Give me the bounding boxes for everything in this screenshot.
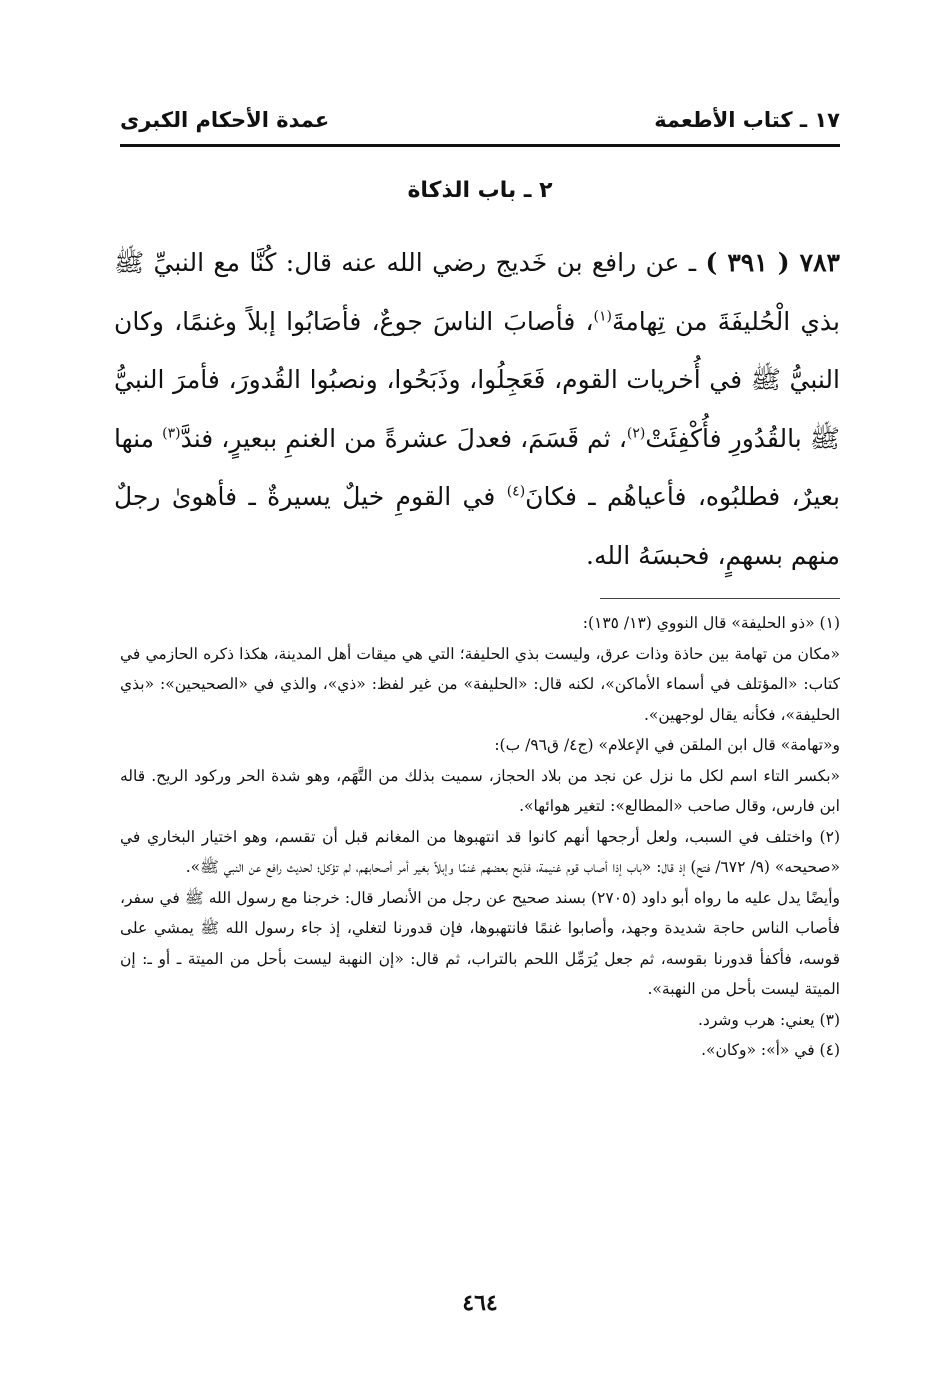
footnote-ref: (١) (593, 308, 612, 325)
footnote-paragraph: (٤) في «أ»: «وكان». (701, 1041, 840, 1059)
footnote-paragraph: (٢) واختلف في السبب، ولعل أرجحها أنهم كانوا قد انتهبوها من المغانم قبل أن تقسم، وهو اختيار البخاري في «صحيحه» (٩/ ٦٧٢/ فتح) إذ قال: «باب إذا أصاب قوم غنيمة، فذبح بعضهم غنمًا وإبلاً بغير أمر أصحابهم، لم تؤكل؛ لحديث رافع عن النبي ﷺ». (120, 827, 840, 876)
hadith-segment: ، ثم قَسَمَ، فعدلَ عشرةً من الغنمِ ببعيرٍ، فندَّ (180, 423, 627, 453)
footnote-paragraph: «بكسر التاء اسم لكل ما نزل عن نجد من بلاد الحجاز، سميت بذلك من التَّهَم، وهو شدة الحر وركود الريح. قاله ابن فارس، وقال صاحب «المطالع»: لتغير هوائها». (120, 766, 840, 815)
section-title: ٢ ـ باب الذكاة (407, 178, 553, 203)
footnote-separator (600, 598, 840, 599)
footnote-paragraph: وأيضًا يدل عليه ما رواه أبو داود (٢٧٠٥) بسند صحيح عن رجل من الأنصار قال: خرجنا مع رسول الله ﷺ في سفر، فأصاب الناس حاجة شديدة وجهد، وأصابوا غنمًا فانتهبوها، فإن قدورنا لتغلي، إذ جاء رسول الله ﷺ يمشي على قوسه، فأكفأ قدورنا بقوسه، ثم جعل يُرَمِّل اللحم بالتراب، ثم قال: «إن النهبة ليست بأحل من الميتة ـ أو ـ: إن الميتة ليست بأحل من النهبة». (120, 888, 840, 998)
footnote-paragraph: (١) «ذو الحليفة» قال النووي (١٣/ ١٣٥): (582, 614, 840, 632)
footnote-paragraph: «مكان من تهامة بين حاذة وذات عرق، وليست بذي الحليفة؛ التي هي ميقات أهل المدينة، هكذا ذكره الحازمي في كتاب: «المؤتلف في أسماء الأماكن»، لكنه قال: «الحليفة» من غير لفظ: «ذي»، والذي في «الصحيحين»: «بذي الحليفة»، فكأنه يقال لوجهين». (120, 644, 840, 724)
footnote-paragraph: (٣) يعني: هرب وشرد. (697, 1010, 840, 1029)
footnote-ref: (٢) (626, 425, 646, 442)
page-number: ٤٦٤ (462, 1290, 498, 1316)
footnote-ref: (٤) (506, 483, 526, 500)
hadith-number: ٧٨٣ ( ٣٩١ ) (705, 248, 840, 277)
hadith-segment: ـ عن رافع بن خَديج رضي الله عنه قال: كُنَّا مع النبيِّ ﷺ بذي الْحُليفَةَ من تِهامةَ (114, 248, 840, 336)
footnote-paragraph: و«تهامة» قال ابن الملقن في الإعلام» (ج٤/ ق٩٦/ ب): (494, 736, 840, 754)
book-title: عمدة الأحكام الكبرى (120, 108, 330, 132)
hadith-segment: منها بعيرٌ، فطلبُوه، فأعياهُم ـ فكانَ (114, 423, 840, 511)
running-header (120, 104, 840, 144)
footnotes (120, 608, 840, 1066)
hadith-segment: في القومِ خيلٌ يسيرةٌ ـ فأهوىٰ رجلٌ منهم بسهمٍ، فحبسَهُ الله. (114, 482, 840, 570)
header-rule (120, 144, 840, 147)
footnote-ref: (٣) (162, 425, 181, 442)
hadith-text (114, 234, 840, 585)
hadith-segment: ، فأصابَ الناسَ جوعٌ، فأصَابُوا إبلاً وغنمًا، وكان النبيُّ ﷺ في أُخريات القوم، فَعَجِلُوا، وذَبَحُوا، ونصبُوا القُدورَ، فأمرَ النبيُّ ﷺ بالقُدُورِ فأُكْفِئَتْ (114, 306, 840, 453)
chapter-title: ١٧ ـ كتاب الأطعمة (654, 108, 840, 132)
